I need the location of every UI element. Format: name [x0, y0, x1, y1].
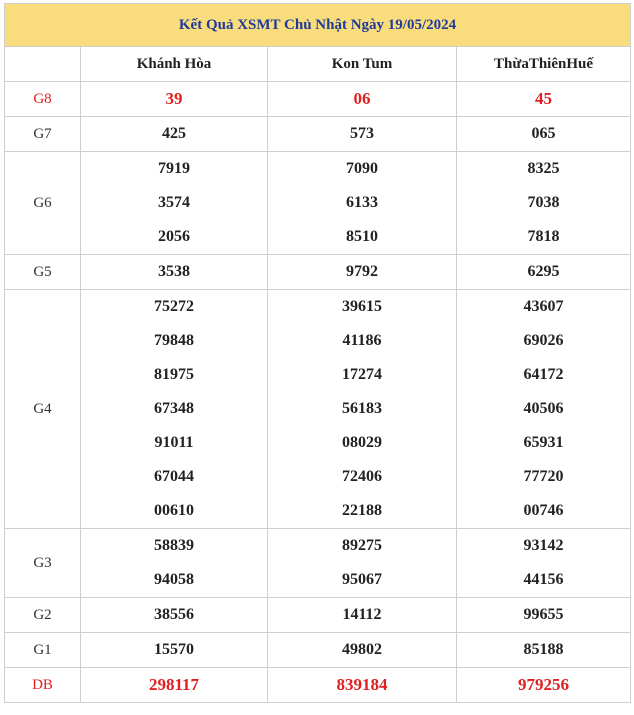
header-province-3: ThừaThiênHuế	[457, 47, 631, 82]
result-number: 22188	[268, 494, 457, 529]
result-number: 40506	[457, 392, 631, 426]
table-row	[5, 358, 631, 392]
result-number: 8325	[457, 152, 631, 187]
prize-label-db: DB	[5, 668, 81, 703]
prize-label-g5: G5	[5, 255, 81, 290]
result-number: 85188	[457, 633, 631, 668]
result-number: 573	[268, 117, 457, 152]
result-number: 72406	[268, 460, 457, 494]
header-province-1: Khánh Hòa	[81, 47, 268, 82]
result-number: 58839	[81, 529, 268, 564]
result-number: 75272	[81, 290, 268, 325]
result-number: 56183	[268, 392, 457, 426]
result-number: 425	[81, 117, 268, 152]
table-row	[5, 668, 631, 703]
results-container	[4, 3, 630, 703]
table-row	[5, 290, 631, 325]
result-number: 00746	[457, 494, 631, 529]
header-row	[5, 47, 631, 82]
result-number: 7038	[457, 186, 631, 220]
result-number: 7090	[268, 152, 457, 187]
table-title: Kết Quả XSMT Chủ Nhật Ngày 19/05/2024	[5, 4, 631, 47]
result-number: 15570	[81, 633, 268, 668]
result-number: 17274	[268, 358, 457, 392]
prize-label-g7: G7	[5, 117, 81, 152]
result-number: 839184	[268, 668, 457, 703]
table-row	[5, 186, 631, 220]
result-number: 95067	[268, 563, 457, 598]
result-number: 64172	[457, 358, 631, 392]
prize-label-g4: G4	[5, 290, 81, 529]
result-number: 3574	[81, 186, 268, 220]
header-prize-cell	[5, 47, 81, 82]
table-row	[5, 82, 631, 117]
result-number: 6295	[457, 255, 631, 290]
result-number: 38556	[81, 598, 268, 633]
table-row	[5, 563, 631, 598]
prize-label-g1: G1	[5, 633, 81, 668]
result-number: 979256	[457, 668, 631, 703]
result-number: 9792	[268, 255, 457, 290]
title-row	[5, 4, 631, 47]
result-number: 065	[457, 117, 631, 152]
result-number: 91011	[81, 426, 268, 460]
result-number: 7919	[81, 152, 268, 187]
result-number: 6133	[268, 186, 457, 220]
table-row	[5, 633, 631, 668]
result-number: 93142	[457, 529, 631, 564]
result-number: 14112	[268, 598, 457, 633]
table-row	[5, 426, 631, 460]
table-row	[5, 529, 631, 564]
table-row	[5, 324, 631, 358]
table-row	[5, 460, 631, 494]
prize-label-g8: G8	[5, 82, 81, 117]
table-row	[5, 392, 631, 426]
table-row	[5, 152, 631, 187]
result-number: 77720	[457, 460, 631, 494]
prize-label-g6: G6	[5, 152, 81, 255]
result-number: 39	[81, 82, 268, 117]
table-row	[5, 220, 631, 255]
result-number: 89275	[268, 529, 457, 564]
result-number: 43607	[457, 290, 631, 325]
result-number: 41186	[268, 324, 457, 358]
table-row	[5, 117, 631, 152]
header-province-2: Kon Tum	[268, 47, 457, 82]
lottery-results-table	[4, 3, 631, 703]
result-number: 44156	[457, 563, 631, 598]
result-number: 81975	[81, 358, 268, 392]
result-number: 79848	[81, 324, 268, 358]
result-number: 06	[268, 82, 457, 117]
result-number: 67044	[81, 460, 268, 494]
result-number: 94058	[81, 563, 268, 598]
table-row	[5, 598, 631, 633]
result-number: 49802	[268, 633, 457, 668]
result-number: 298117	[81, 668, 268, 703]
result-number: 2056	[81, 220, 268, 255]
table-row	[5, 494, 631, 529]
result-number: 65931	[457, 426, 631, 460]
result-number: 3538	[81, 255, 268, 290]
result-number: 7818	[457, 220, 631, 255]
result-number: 39615	[268, 290, 457, 325]
result-number: 8510	[268, 220, 457, 255]
result-number: 99655	[457, 598, 631, 633]
result-number: 45	[457, 82, 631, 117]
prize-label-g3: G3	[5, 529, 81, 598]
result-number: 08029	[268, 426, 457, 460]
result-number: 67348	[81, 392, 268, 426]
table-row	[5, 255, 631, 290]
result-number: 00610	[81, 494, 268, 529]
result-number: 69026	[457, 324, 631, 358]
prize-label-g2: G2	[5, 598, 81, 633]
